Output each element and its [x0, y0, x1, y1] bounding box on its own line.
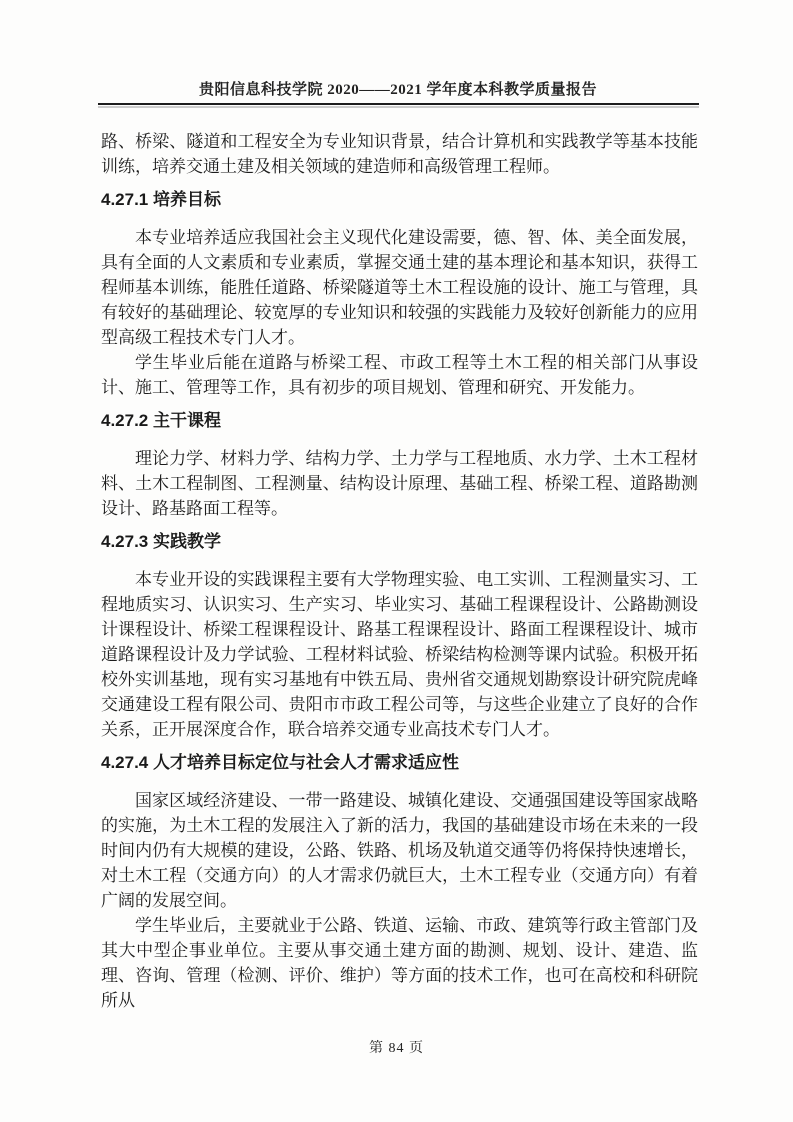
section-heading: 4.27.2 主干课程	[101, 411, 221, 430]
body-paragraph: 理论力学、材料力学、结构力学、土力学与工程地质、水力学、土木工程材料、土木工程制图、工程测量、结构设计原理、基础工程、桥梁工程、道路勘测设计、路基路面工程等。	[101, 449, 698, 518]
body-paragraph: 国家区域经济建设、一带一路建设、城镇化建设、交通强国建设等国家战略的实施，为土木工程的发展注入了新的活力，我国的基础建设市场在未来的一段时间内仍有大规模的建设，公路、铁路、机场及轨道交通等仍将保持快速增长，对土木工程（交通方向）的人才需求仍就巨大，土木工程专业（交通方向）有着广阔的发展空间。	[101, 791, 698, 910]
document-body	[101, 129, 698, 1013]
page-number: 第 84 页	[369, 1041, 424, 1056]
page-header-title: 贵阳信息科技学院 2020——2021 学年度本科教学质量报告	[198, 82, 597, 98]
body-paragraph: 本专业培养适应我国社会主义现代化建设需要，德、智、体、美全面发展，具有全面的人文素质和专业素质，掌握交通土建的基本理论和基本知识，获得工程师基本训练，能胜任道路、桥梁隧道等土木工程设施的设计、施工与管理，具有较好的基础理论、较宽厚的专业知识和较强的实践能力及较好创新能力的应用型高级工程技术专门人才。	[101, 228, 698, 347]
header-divider	[98, 103, 699, 105]
body-paragraph: 学生毕业后，主要就业于公路、铁道、运输、市政、建筑等行政主管部门及其大中型企事业单位。主要从事交通土建方面的勘测、规划、设计、建造、监理、咨询、管理（检测、评价、维护）等方面的技术工作，也可在高校和科研院所从	[101, 916, 698, 1010]
body-paragraph: 本专业开设的实践课程主要有大学物理实验、电工实训、工程测量实习、工程地质实习、认识实习、生产实习、毕业实习、基础工程课程设计、公路勘测设计课程设计、桥梁工程课程设计、路基工程课程设计、路面工程课程设计、城市道路课程设计及力学试验、工程材料试验、桥梁结构检测等课内试验。积极开拓校外实训基地，现有实习基地有中铁五局、贵州省交通规划勘察设计研究院虎峰交通建设工程有限公司、贵阳市市政工程公司等，与这些企业建立了良好的合作关系，正开展深度合作，联合培养交通专业高技术专门人才。	[101, 570, 698, 739]
body-paragraph: 路、桥梁、隧道和工程安全为专业知识背景，结合计算机和实践教学等基本技能训练，培养交通土建及相关领域的建造师和高级管理工程师。	[101, 132, 698, 176]
body-paragraph: 学生毕业后能在道路与桥梁工程、市政工程等土木工程的相关部门从事设计、施工、管理等工作，具有初步的项目规划、管理和研究、开发能力。	[101, 353, 698, 397]
section-heading: 4.27.4 人才培养目标定位与社会人才需求适应性	[101, 753, 459, 772]
section-heading: 4.27.3 实践教学	[101, 532, 221, 551]
section-heading: 4.27.1 培养目标	[101, 190, 221, 209]
